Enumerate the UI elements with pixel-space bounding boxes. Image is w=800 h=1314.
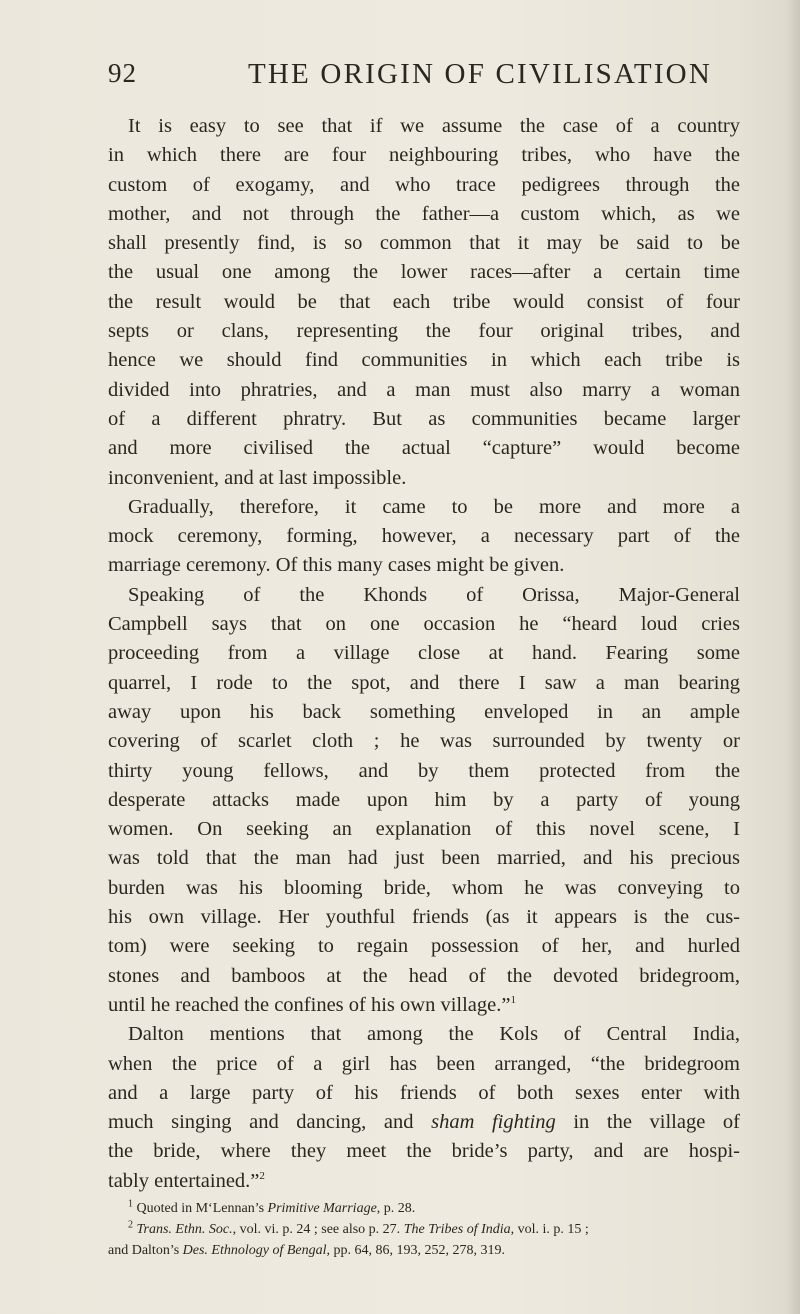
text-line: women. On seeking an explanation of this novel scene, I bbox=[108, 818, 740, 841]
text-line: Gradually, therefore, it came to be more and more a bbox=[128, 495, 740, 518]
footnote-ref: 1 bbox=[510, 994, 516, 1007]
text-line bbox=[108, 1167, 740, 1196]
text-line: divided into phratries, and a man must also marry a woman bbox=[108, 378, 740, 401]
footnote-title: The Tribes of India bbox=[403, 1222, 511, 1237]
text-line: the bride, where they meet the bride’s party, and are hospi- bbox=[108, 1140, 740, 1163]
text-line: in which there are four neighbouring tribes, who have the bbox=[108, 144, 740, 167]
text-segment: tably entertained.” bbox=[108, 1169, 260, 1192]
text-line: the usual one among the lower races—after a certain time bbox=[108, 261, 740, 284]
text-segment: until he reached the confines of his own village.” bbox=[108, 993, 511, 1016]
text-line: when the price of a girl has been arranged, “the bridegroom bbox=[108, 1052, 740, 1075]
page-header bbox=[108, 58, 748, 98]
text-line: Dalton mentions that among the Kols of Central India, bbox=[128, 1023, 740, 1046]
text-line bbox=[108, 991, 740, 1020]
text-line: inconvenient, and at last impossible. bbox=[108, 466, 407, 489]
text-line: hence we should find communities in which each tribe is bbox=[108, 349, 740, 372]
text-line: tom) were seeking to regain possession of her, and hurled bbox=[108, 935, 740, 958]
footnote-marker: 1 bbox=[128, 1198, 133, 1210]
text-line: and more civilised the actual “capture” would become bbox=[108, 437, 740, 460]
text-line: marriage ceremony. Of this many cases might be given. bbox=[108, 554, 565, 577]
footnote-title: Des. Ethnology of Bengal bbox=[182, 1243, 327, 1258]
footnote-text: , vol. vi. p. 24 ; see also p. 27. bbox=[232, 1222, 401, 1237]
text-line: the result would be that each tribe would consist of four bbox=[108, 290, 740, 313]
text-line: away upon his back something enveloped in an ample bbox=[108, 700, 740, 723]
text-line: burden was his blooming bride, whom he was conveying to bbox=[108, 876, 740, 899]
running-head: THE ORIGIN OF CIVILISATION bbox=[248, 58, 712, 90]
text-line: quarrel, I rode to the spot, and there I saw a man bearing bbox=[108, 671, 740, 694]
footnotes bbox=[108, 1198, 740, 1261]
text-line: was told that the man had just been married, and his precious bbox=[108, 847, 740, 870]
body-text bbox=[108, 112, 740, 1196]
footnote-text: , p. 28. bbox=[376, 1201, 416, 1216]
text-line: septs or clans, representing the four original tribes, and bbox=[108, 320, 740, 343]
footnote-title: Trans. Ethn. Soc. bbox=[136, 1222, 233, 1237]
page-edge-shadow bbox=[786, 0, 800, 1314]
footnote-2-continued bbox=[108, 1240, 740, 1261]
text-line: mother, and not through the father—a custom which, as we bbox=[108, 202, 740, 225]
text-segment: in the village of bbox=[573, 1111, 740, 1134]
text-line: of a different phratry. But as communities became larger bbox=[108, 407, 740, 430]
page-number: 92 bbox=[108, 58, 137, 88]
text-segment: much singing and dancing, and bbox=[108, 1111, 414, 1134]
text-line: custom of exogamy, and who trace pedigrees through the bbox=[108, 173, 740, 196]
footnote-1 bbox=[108, 1198, 740, 1219]
footnote-marker: 2 bbox=[128, 1219, 133, 1231]
text-line: his own village. Her youthful friends (as it appears is the cus- bbox=[108, 906, 740, 929]
text-line: Campbell says that on one occasion he “heard loud cries bbox=[108, 613, 740, 636]
text-line: shall presently find, is so common that it may be said to be bbox=[108, 232, 740, 255]
footnote-text: , pp. 64, 86, 193, 252, 278, 319. bbox=[326, 1243, 506, 1258]
footnote-text: and Dalton’s bbox=[108, 1243, 180, 1258]
text-line: proceeding from a village close at hand. Fearing some bbox=[108, 642, 740, 665]
text-line: and a large party of his friends of both sexes enter with bbox=[108, 1081, 740, 1104]
footnote-ref: 2 bbox=[259, 1169, 265, 1182]
text-line bbox=[108, 1108, 740, 1137]
text-line: thirty young fellows, and by them protected from the bbox=[108, 759, 740, 782]
footnote-text: Quoted in M‘Lennan’s bbox=[136, 1201, 265, 1216]
footnote-text: , vol. i. p. 15 ; bbox=[510, 1222, 589, 1237]
text-line: stones and bamboos at the head of the devoted bridegroom, bbox=[108, 964, 740, 987]
text-line: covering of scarlet cloth ; he was surrounded by twenty or bbox=[108, 730, 740, 753]
text-line: Speaking of the Khonds of Orissa, Major-General bbox=[128, 583, 740, 606]
italic-phrase: sham fighting bbox=[431, 1111, 556, 1134]
footnote-2 bbox=[108, 1219, 740, 1240]
text-line: desperate attacks made upon him by a party of young bbox=[108, 788, 740, 811]
text-line: mock ceremony, forming, however, a necessary part of the bbox=[108, 525, 740, 548]
footnote-title: Primitive Marriage bbox=[267, 1201, 377, 1216]
text-line: It is easy to see that if we assume the case of a country bbox=[128, 115, 740, 137]
